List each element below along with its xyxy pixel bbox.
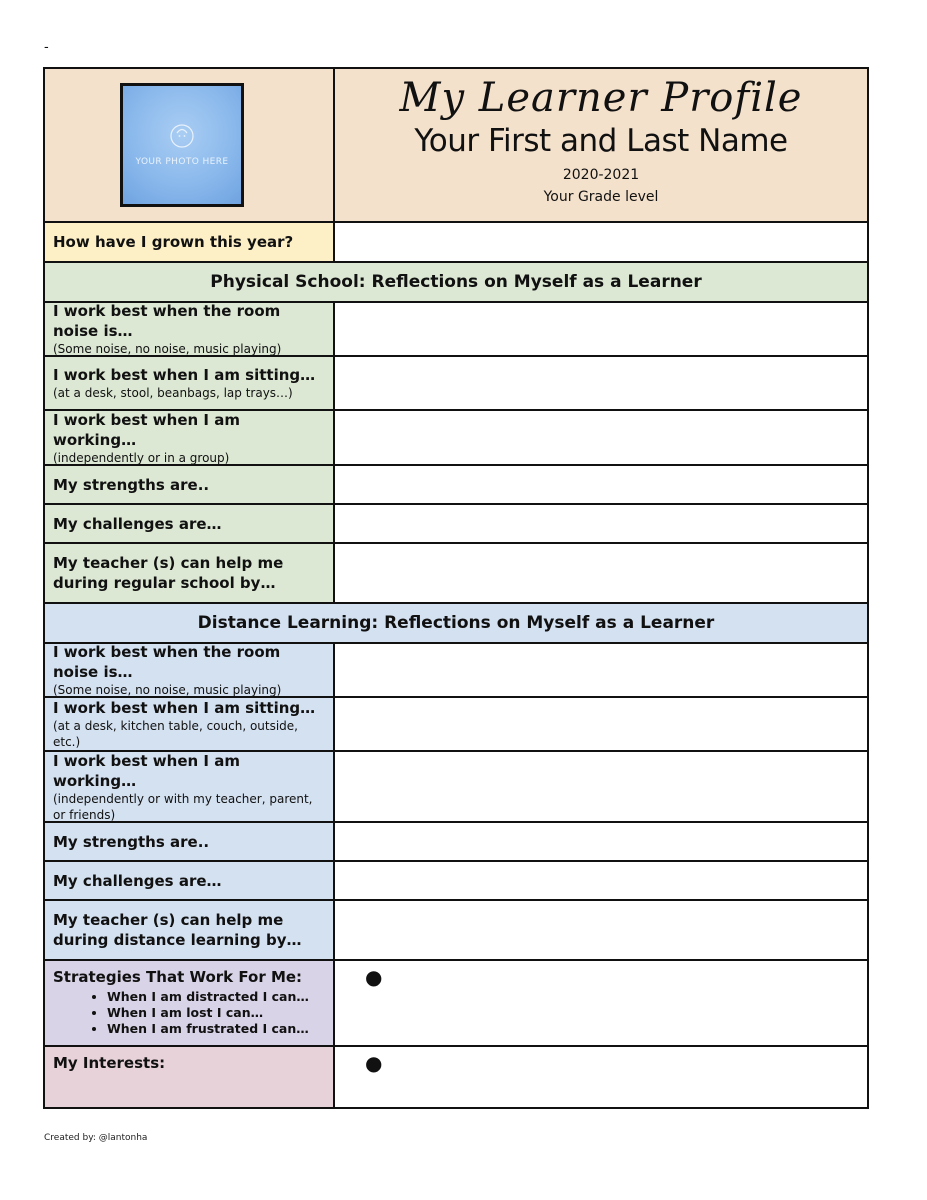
distance-noise-label: I work best when the room noise is… [53,643,281,681]
distance-section-heading [45,604,867,644]
physical-strengths-label: My strengths are.. [53,475,210,494]
page-dash: - [44,40,49,55]
grown-label: How have I grown this year? [53,233,294,251]
strategies-label: Strategies That Work For Me: [53,968,303,986]
strategy-item: • When I am lost I can… [107,1005,325,1021]
person-outline-icon [169,123,195,149]
physical-section-heading [45,263,867,303]
grown-answer[interactable] [335,223,867,263]
distance-working-hint: (independently or with my teacher, parent, or friends) [53,791,313,822]
photo-placeholder[interactable] [120,83,244,207]
title-cell [335,69,867,223]
grade-level[interactable]: Your Grade level [543,189,659,205]
bullet-icon: ● [365,965,383,989]
bullet-icon: ● [365,1051,383,1075]
photo-placeholder-label: YOUR PHOTO HERE [135,157,229,167]
distance-sitting-hint: (at a desk, kitchen table, couch, outside, etc.) [53,719,298,749]
strategies-answer[interactable] [335,961,867,1047]
strategies-list [53,989,325,1037]
physical-strengths-question [45,466,335,505]
grown-question [45,223,335,263]
interests-question [45,1047,335,1107]
physical-teacher-question [45,544,335,604]
physical-sitting-label: I work best when I am sitting… [53,366,316,384]
distance-noise-question [45,644,335,698]
profile-title: My Learner Profile [399,75,803,121]
interests-label: My Interests: [53,1054,166,1072]
physical-noise-hint: (Some noise, no noise, music playing) [53,342,282,356]
physical-challenges-answer[interactable] [335,505,867,544]
physical-noise-label: I work best when the room noise is… [53,302,281,340]
footer-credit: Created by: @lantonha [44,1133,148,1143]
physical-sitting-answer[interactable] [335,357,867,411]
distance-working-label: I work best when I am working… [53,751,240,790]
physical-heading-text: Physical School: Reflections on Myself as a Learner [210,272,702,292]
physical-sitting-hint: (at a desk, stool, beanbags, lap trays…) [53,386,293,400]
interests-answer[interactable] [335,1047,867,1107]
physical-sitting-question [45,357,335,411]
physical-challenges-label: My challenges are… [53,514,222,533]
physical-teacher-label: My teacher (s) can help me during regular school by… [53,554,284,592]
distance-teacher-question [45,901,335,961]
strategies-question [45,961,335,1047]
distance-strengths-answer[interactable] [335,823,867,862]
physical-challenges-question [45,505,335,544]
learner-profile-table [43,67,869,1109]
distance-noise-hint: (Some noise, no noise, music playing) [53,683,282,697]
student-name[interactable]: Your First and Last Name [414,123,788,159]
physical-working-question [45,411,335,466]
physical-noise-question [45,303,335,357]
physical-noise-answer[interactable] [335,303,867,357]
distance-challenges-answer[interactable] [335,862,867,901]
distance-heading-text: Distance Learning: Reflections on Myself as a Learner [197,613,715,633]
school-year: 2020-2021 [562,167,640,183]
distance-working-question [45,752,335,823]
physical-working-answer[interactable] [335,411,867,466]
distance-sitting-label: I work best when I am sitting… [53,699,316,717]
physical-working-hint: (independently or in a group) [53,450,230,465]
distance-challenges-question [45,862,335,901]
physical-working-label: I work best when I am working… [53,410,240,449]
distance-strengths-label: My strengths are.. [53,832,210,851]
distance-challenges-label: My challenges are… [53,871,222,890]
distance-strengths-question [45,823,335,862]
photo-cell [45,69,335,223]
strategy-item: • When I am distracted I can… [107,989,325,1005]
distance-teacher-answer[interactable] [335,901,867,961]
physical-strengths-answer[interactable] [335,466,867,505]
distance-sitting-answer[interactable] [335,698,867,752]
strategy-item: • When I am frustrated I can… [107,1021,325,1037]
distance-sitting-question [45,698,335,752]
distance-teacher-label: My teacher (s) can help me during distance learning by… [53,911,302,949]
distance-working-answer[interactable] [335,752,867,823]
physical-teacher-answer[interactable] [335,544,867,604]
distance-noise-answer[interactable] [335,644,867,698]
